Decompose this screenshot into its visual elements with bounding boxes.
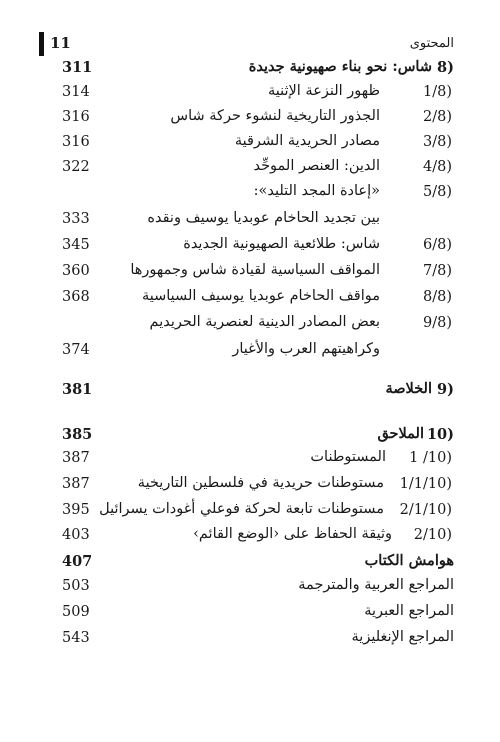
toc-title: مواقف الحاخام عوبديا يوسيف السياسية (141, 288, 380, 304)
toc-page: 385 (62, 426, 93, 443)
toc-title: هوامش الكتاب (364, 552, 454, 569)
toc-title: بين تجديد الحاخام عوبديا يوسيف ونقده (147, 210, 380, 226)
toc-page: 322 (62, 159, 90, 175)
toc-page: 387 (62, 476, 90, 492)
toc-page: 381 (62, 381, 93, 398)
toc-page: 345 (62, 237, 90, 253)
toc-page: 509 (62, 604, 90, 620)
toc-page: 333 (62, 211, 90, 227)
toc-number: 2/8) (423, 109, 452, 125)
toc-entry-chapter-10 (0, 424, 500, 450)
toc-entry (0, 82, 500, 108)
toc-entry-references (0, 602, 500, 628)
toc-entry (0, 313, 500, 339)
toc-title: الجذور التاريخية لنشوء حركة شاس (170, 108, 380, 124)
toc-title: الدين: العنصر الموحِّد (253, 158, 380, 174)
toc-entry (0, 157, 500, 183)
toc-entry-endnotes (0, 551, 500, 577)
toc-number: 3/8) (423, 134, 452, 150)
toc-page: 316 (62, 134, 90, 150)
toc-entry-continuation (0, 209, 500, 235)
toc-page: 311 (62, 59, 93, 76)
toc-title: المستوطنات (310, 449, 386, 465)
toc-entry-chapter-9 (0, 379, 500, 405)
toc-entry (0, 500, 500, 526)
toc-page: 407 (62, 553, 93, 570)
toc-entry (0, 261, 500, 287)
toc-entry (0, 448, 500, 474)
toc-title: المواقف السياسية لقيادة شاس وجمهورها (130, 262, 380, 278)
toc-number: 1 /10) (409, 450, 452, 466)
toc-title: المراجع العربية والمترجمة (298, 577, 454, 593)
toc-page: 503 (62, 578, 90, 594)
toc-entry (0, 107, 500, 133)
toc-entry (0, 235, 500, 261)
toc-title: بعض المصادر الدينية لعنصرية الحريديم (149, 314, 380, 330)
toc-number: 7/8) (423, 263, 452, 279)
toc-entry (0, 182, 500, 208)
toc-entry-references (0, 628, 500, 654)
toc-title: شاس: نحو بناء صهيونية جديدة (248, 58, 432, 75)
toc-page: 314 (62, 84, 90, 100)
toc-title: وكراهيتهم العرب والأغيار (232, 341, 380, 357)
toc-page: 360 (62, 263, 90, 279)
toc-title: مستوطنات تابعة لحركة فوعلي أغودات يسرائيل (99, 501, 384, 517)
page-number: 11 (50, 34, 71, 52)
toc-title: «إعادة المجد التليد»: (253, 183, 380, 199)
toc-entry-references (0, 576, 500, 602)
toc-title: الملاحق (377, 425, 424, 442)
running-title: المحتوى (409, 36, 454, 51)
toc-number: 8) (437, 59, 454, 76)
toc-number: 2/1/10) (399, 502, 452, 518)
toc-title: مصادر الحريدية الشرقية (234, 133, 380, 149)
toc-number: 10) (426, 426, 454, 443)
toc-title: المراجع العبرية (364, 603, 454, 619)
toc-entry (0, 525, 500, 551)
toc-page: 316 (62, 109, 90, 125)
toc-entry (0, 287, 500, 313)
toc-page: 387 (62, 450, 90, 466)
toc-page: 543 (62, 630, 90, 646)
toc-entry-continuation (0, 340, 500, 366)
toc-entry (0, 132, 500, 158)
toc-page: 395 (62, 502, 90, 518)
toc-page: 403 (62, 527, 90, 543)
toc-number: 8/8) (423, 289, 452, 305)
toc-entry-chapter-8 (0, 57, 500, 83)
toc-title: شاس: طلائعية الصهيونية الجديدة (183, 236, 380, 252)
toc-number: 5/8) (423, 184, 452, 200)
toc-number: 6/8) (423, 237, 452, 253)
toc-number: 1/8) (423, 84, 452, 100)
toc-number: 9/8) (423, 315, 452, 331)
toc-entry (0, 474, 500, 500)
toc-page: 374 (62, 342, 90, 358)
toc-page: 368 (62, 289, 90, 305)
header-rule-bar (39, 32, 44, 56)
toc-number: 9) (437, 381, 454, 398)
toc-title: المراجع الإنغليزية (351, 629, 454, 645)
toc-number: 4/8) (423, 159, 452, 175)
toc-title: ظهور النزعة الإثنية (267, 83, 380, 99)
toc-number: 1/1/10) (399, 476, 452, 492)
toc-title: الخلاصة (385, 380, 432, 397)
toc-title: مستوطنات حريدية في فلسطين التاريخية (137, 475, 384, 491)
toc-number: 2/10) (413, 527, 452, 543)
toc-title: وثيقة الحفاظ على ‹الوضع القائم› (193, 526, 392, 542)
